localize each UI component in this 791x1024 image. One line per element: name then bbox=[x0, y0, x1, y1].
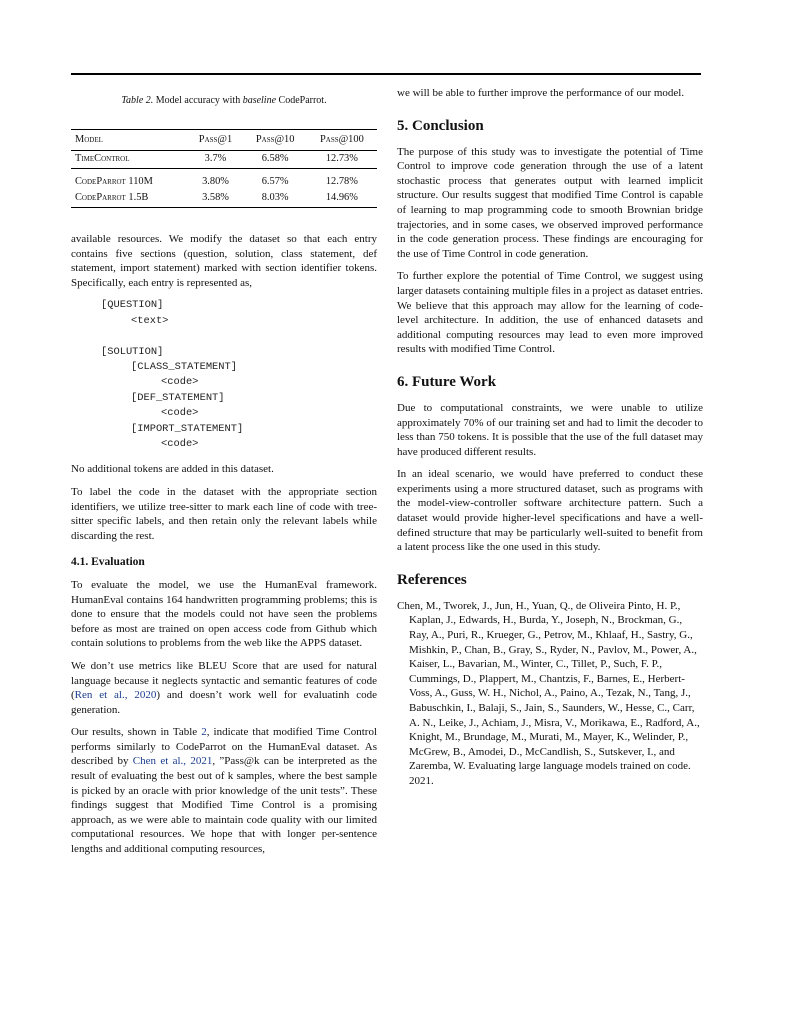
section-heading-conclusion: 5. Conclusion bbox=[397, 117, 484, 134]
table-cell: 3.80% bbox=[202, 175, 229, 187]
table-row bbox=[71, 168, 377, 190]
table-cell: 14.96% bbox=[307, 190, 377, 207]
section-heading-future-work: 6. Future Work bbox=[397, 373, 497, 390]
paragraph: Due to computational constraints, we were unable to utilize approximately 70% of our training set and had to limit the decoder to less than 750 tokens. It is possible that the use of the full dataset may have produced different results. bbox=[397, 401, 703, 458]
code-line: [QUESTION] bbox=[101, 299, 164, 312]
table-cell: CodeParrot 110M bbox=[75, 175, 153, 187]
paragraph: In an ideal scenario, we would have preferred to conduct these experiments using a more structured dataset, such as programs with the model-view-controller software architecture pattern. Such a dataset would provide higher-level specifications and have a well-defined structure that may be particularly well-suited to benefit from a latent process like the one used in this study. bbox=[397, 468, 703, 554]
code-line: <code> bbox=[161, 437, 199, 450]
top-rule bbox=[71, 73, 701, 75]
code-line: <text> bbox=[131, 314, 169, 327]
paragraph bbox=[71, 659, 377, 717]
paragraph: available resources. We modify the dataset so that each entry contains five sections (question, solution, class statement, def statement, import statement) marked with section identifier tokens. Specifically, each entry is represented as, bbox=[71, 232, 377, 289]
paragraph: To evaluate the model, we use the HumanEval framework. HumanEval contains 164 handwritten programming problems; this is done to ensure that the models could not have seen the problems before as most are trained on open access code from Github which contain solutions to problems from the web like the APPS dataset. bbox=[71, 578, 377, 650]
paragraph: To further explore the potential of Time Control, we suggest using larger datasets containing multiple files in a project as dataset entries. We believe that this approach may allow for the learning of code-level architecture. In addition, the use of enhanced datasets and additional computing resources may lead to even more improved results with modified Time Control. bbox=[397, 270, 703, 356]
table-cell: 12.73% bbox=[307, 151, 377, 169]
table-cell: 3.7% bbox=[187, 151, 243, 169]
caption-label: Table 2. bbox=[121, 95, 154, 106]
header-pass1: Pass@1 bbox=[187, 129, 243, 151]
paragraph: No additional tokens are added in this dataset. bbox=[71, 463, 274, 476]
section-heading-references: References bbox=[397, 571, 467, 588]
code-line: [IMPORT_STATEMENT] bbox=[131, 422, 244, 435]
code-line: [CLASS_STATEMENT] bbox=[131, 360, 238, 373]
code-line: <code> bbox=[161, 407, 199, 420]
left-column bbox=[71, 86, 377, 865]
code-line: <code> bbox=[161, 376, 199, 389]
table-row bbox=[71, 190, 377, 207]
table-cell: TimeControl bbox=[71, 151, 187, 169]
header-model: Model bbox=[71, 129, 187, 151]
paragraph bbox=[71, 725, 377, 856]
table-ref-link[interactable]: 2 bbox=[201, 726, 207, 739]
code-block bbox=[101, 298, 377, 452]
text: We don’t use metrics like BLEU Score that are used for natural language because it neglects syntactic and semantic features of code ( bbox=[71, 659, 377, 702]
caption-italic: baseline bbox=[242, 95, 277, 106]
table-cell: 6.57% bbox=[261, 175, 289, 187]
table-cell: CodeParrot 1.5B bbox=[71, 190, 187, 207]
section-heading-evaluation: 4.1. Evaluation bbox=[71, 556, 145, 569]
code-line: [SOLUTION] bbox=[101, 345, 164, 358]
table-cell: 8.03% bbox=[244, 190, 307, 207]
text: , indicate that modified Time Control performs similarly to CodeParrot on the HumanEval dataset. As described by bbox=[71, 726, 378, 768]
paragraph: The purpose of this study was to investigate the potential of Time Control to improve code generation through the use of a latent stochastic process that generates output with learned implicit structure. Our results suggest that modified Time Control is capable of learning to map programming code to smooth Brownian bridge trajectories, and in some cases, we observed improved performance in the code generation process. These findings are encouraging for the use of Time Control in code generation. bbox=[397, 145, 703, 260]
table-row bbox=[71, 151, 377, 169]
citation-link[interactable]: Chen et al., 2021 bbox=[132, 755, 213, 768]
table-caption bbox=[71, 94, 377, 109]
reference-entry: Chen, M., Tworek, J., Jun, H., Yuan, Q., de Oliveira Pinto, H. P., Kaplan, J., Edwards, H., Burda, Y., Joseph, N., Brockman, G., Ray, A., Puri, R., Krueger, G., Petrov, M., Khlaaf, H., Sastry, G., Mishkin, P., Chan, B., Gray, S., Ryder, N., Pavlov, M., Power, A., Kaiser, L., Bavarian, M., Winter, C., Tillet, P., Such, F. P., Cummings, D., Plappert, M., Chantzis, F., Barnes, E., Herbert-Voss, A., Guss, W. H., Nichol, A., Paino, A., Tezak, N., Tang, J., Babuschkin, I., Balaji, S., Jain, S., Saunders, W., Hesse, C., Carr, A. N., Leike, J., Achiam, J., Misra, V., Morikawa, E., Radford, A., Knight, M., Brundage, M., Murati, M., Mayer, K., Welinder, P., McGrew, B., Amodei, D., McCandlish, S., Sutskever, I., and Zaremba, W. Evaluating large language models trained on code. 2021. bbox=[397, 599, 700, 787]
right-column bbox=[397, 86, 703, 797]
header-pass10: Pass@10 bbox=[244, 129, 307, 151]
paragraph: we will be able to further improve the performance of our model. bbox=[397, 87, 685, 99]
results-table bbox=[71, 129, 377, 208]
caption-text: Model accuracy with bbox=[155, 95, 243, 106]
text: ) and doesn’t work well for evaluatinh code generation. bbox=[71, 689, 377, 716]
text: , ”Pass@k can be interpreted as the result of evaluating the best out of k samples, where the best sample is picked by an oracle with prior knowledge of the unit tests”. These findings suggest that Modified Time Control is a promising approach, as we were able to maintain code quality with our limited computational resources. We hope that with longer per-sentence lengths and additional computing resources, bbox=[71, 755, 377, 856]
header-pass100: Pass@100 bbox=[307, 129, 377, 151]
citation-link[interactable]: Ren et al., 2020 bbox=[74, 689, 157, 702]
text: Our results, shown in Table bbox=[71, 726, 202, 739]
table-cell: 3.58% bbox=[187, 190, 243, 207]
caption-text-end: CodeParrot. bbox=[276, 95, 327, 106]
table-cell: 12.78% bbox=[325, 175, 358, 187]
table-cell: 6.58% bbox=[244, 151, 307, 169]
paragraph: To label the code in the dataset with the appropriate section identifiers, we utilize tree-sitter to mark each line of code with tree-sitter specific labels, and then retain only the relevant labels while discarding the rest. bbox=[71, 485, 377, 542]
code-line: [DEF_STATEMENT] bbox=[131, 391, 225, 404]
